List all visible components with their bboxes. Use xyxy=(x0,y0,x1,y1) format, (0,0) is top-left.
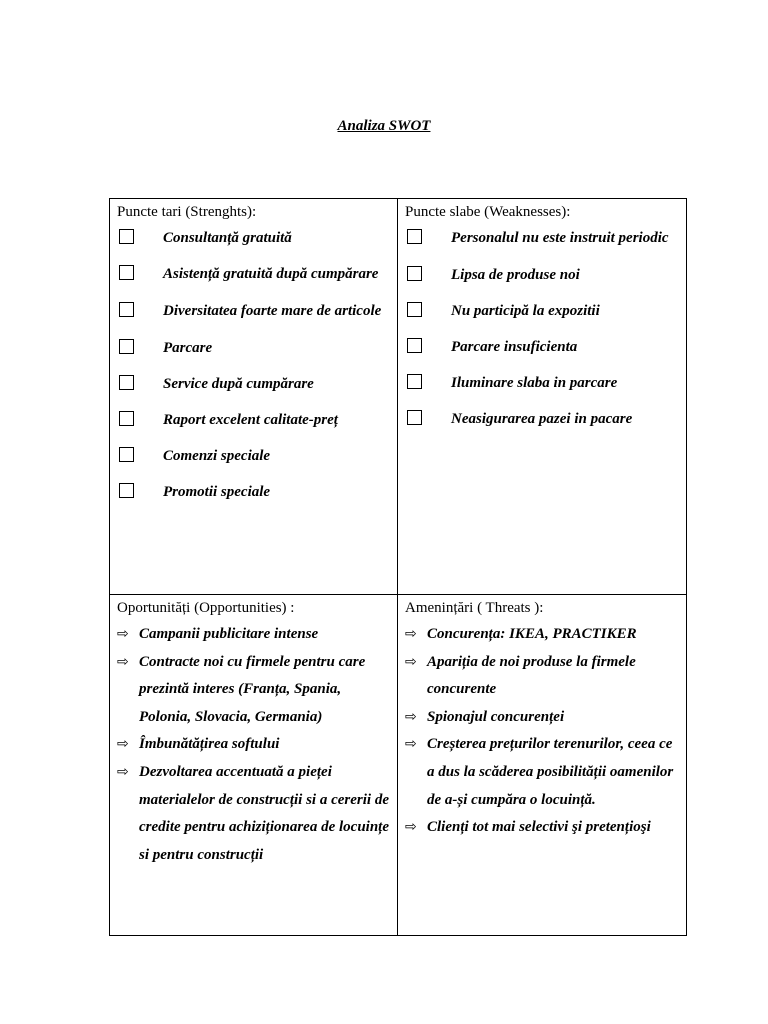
list-item: ⇨ Concurența: IKEA, PRACTIKER xyxy=(405,621,681,649)
arrow-right-icon: ⇨ xyxy=(405,819,417,836)
checkbox-icon xyxy=(119,302,134,317)
list-item: ⇨ Spionajul concurenței xyxy=(405,704,681,732)
arrow-right-icon: ⇨ xyxy=(117,763,129,780)
checkbox-icon xyxy=(407,266,422,281)
checkbox-icon xyxy=(119,411,134,426)
list-item: Promotii speciale xyxy=(117,479,392,506)
list-item: Personalul nu este instruit periodic xyxy=(405,225,681,252)
list-item: ⇨ Apariția de noi produse la firmele concurente xyxy=(405,649,681,704)
arrow-right-icon: ⇨ xyxy=(405,736,417,753)
strengths-cell xyxy=(110,199,398,595)
checkbox-icon xyxy=(407,374,422,389)
list-item: ⇨ Campanii publicitare intense xyxy=(117,621,392,649)
arrow-right-icon: ⇨ xyxy=(405,626,417,642)
strengths-heading: Puncte tari (Strenghts): xyxy=(117,204,257,220)
list-item: Diversitatea foarte mare de articole xyxy=(117,298,392,325)
list-item: ⇨ Îmbunătățirea softului xyxy=(117,731,392,759)
document-title: Analiza SWOT xyxy=(337,118,431,134)
opportunities-list xyxy=(117,621,392,869)
checkbox-icon xyxy=(407,229,422,244)
swot-table xyxy=(109,198,687,936)
checkbox-icon xyxy=(119,375,134,390)
arrow-right-icon: ⇨ xyxy=(405,653,417,670)
checkbox-icon xyxy=(119,483,134,498)
arrow-right-icon: ⇨ xyxy=(117,626,129,642)
threats-heading: Amenințări ( Threats ): xyxy=(405,600,544,616)
weaknesses-cell xyxy=(398,199,687,595)
list-item: ⇨ Clienți tot mai selectivi şi pretențioşi xyxy=(405,814,681,842)
list-item: Service după cumpărare xyxy=(117,371,392,398)
list-item: Consultanță gratuită xyxy=(117,225,392,252)
arrow-right-icon: ⇨ xyxy=(117,736,129,753)
list-item: Nu participă la expozitii xyxy=(405,298,681,325)
checkbox-icon xyxy=(119,447,134,462)
checkbox-icon xyxy=(407,302,422,317)
strengths-list xyxy=(117,225,392,506)
arrow-right-icon: ⇨ xyxy=(405,708,417,725)
list-item: Neasigurarea pazei in pacare xyxy=(405,406,681,433)
list-item: Parcare xyxy=(117,335,392,362)
list-item: Asistență gratuită după cumpărare xyxy=(117,261,392,288)
checkbox-icon xyxy=(407,338,422,353)
opportunities-heading: Oportunități (Opportunities) : xyxy=(117,600,295,616)
list-item: ⇨ Creșterea prețurilor terenurilor, ceea ce a dus la scăderea posibilității oamenilor de a-și cumpăra o locuință. xyxy=(405,731,681,814)
threats-cell xyxy=(398,595,687,936)
threats-list xyxy=(405,621,681,842)
list-item: Raport excelent calitate-preț xyxy=(117,407,392,434)
list-item: Iluminare slaba in parcare xyxy=(405,370,681,397)
list-item: Parcare insuficienta xyxy=(405,334,681,361)
list-item: Lipsa de produse noi xyxy=(405,262,681,289)
list-item: ⇨ Dezvoltarea accentuată a pieței materialelor de construcții si a cererii de credite pentru achiziționarea de locuințe si pentru construcții xyxy=(117,759,392,869)
checkbox-icon xyxy=(119,229,134,244)
checkbox-icon xyxy=(119,265,134,280)
opportunities-cell xyxy=(110,595,398,936)
weaknesses-heading: Puncte slabe (Weaknesses): xyxy=(405,204,571,220)
arrow-right-icon: ⇨ xyxy=(117,653,129,670)
checkbox-icon xyxy=(407,410,422,425)
list-item: ⇨ Contracte noi cu firmele pentru care prezintă interes (Franța, Spania, Polonia, Slovacia, Germania) xyxy=(117,649,392,732)
weaknesses-list xyxy=(405,225,681,433)
list-item: Comenzi speciale xyxy=(117,443,392,470)
checkbox-icon xyxy=(119,339,134,354)
